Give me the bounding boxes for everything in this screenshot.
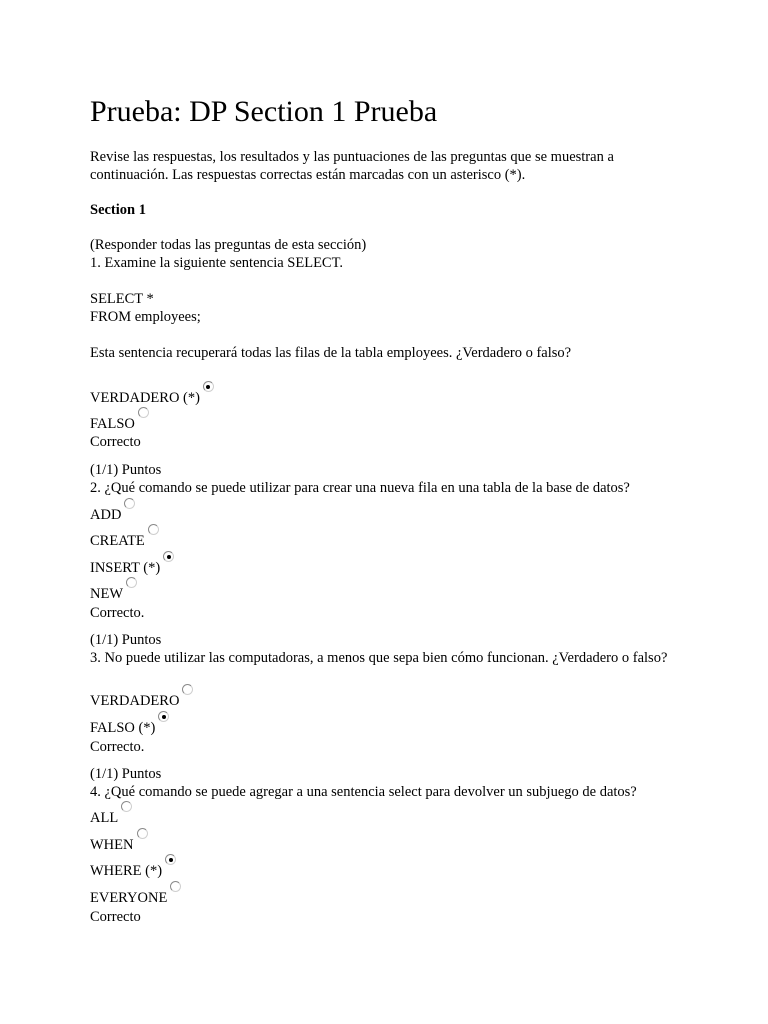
question-2-option-3 xyxy=(90,559,174,577)
question-2-option-1 xyxy=(90,506,135,524)
option-label: NEW xyxy=(90,586,124,602)
radio-selected-icon[interactable] xyxy=(165,854,176,865)
question-4-prompt: 4. ¿Qué comando se puede agregar a una sentencia select para devolver un subjuego de datos? xyxy=(90,784,637,800)
radio-unselected-icon[interactable] xyxy=(121,801,132,812)
radio-unselected-icon[interactable] xyxy=(148,524,159,535)
intro-text: Revise las respuestas, los resultados y las puntuaciones de las preguntas que se muestran a continuación. Las respuestas correctas están marcadas con un asterisco (*). xyxy=(90,149,614,183)
question-1-code-line-2: FROM employees; xyxy=(90,309,201,325)
question-4-option-3 xyxy=(90,862,176,880)
option-label: CREATE xyxy=(90,533,145,549)
option-label: FALSO xyxy=(90,416,135,432)
question-3-score: (1/1) Puntos xyxy=(90,766,162,782)
question-4-option-2 xyxy=(90,836,148,854)
radio-selected-icon[interactable] xyxy=(158,711,169,722)
radio-unselected-icon[interactable] xyxy=(170,881,181,892)
option-label: ADD xyxy=(90,507,122,523)
question-1-prompt: 1. Examine la siguiente sentencia SELECT. xyxy=(90,255,344,271)
radio-selected-icon[interactable] xyxy=(203,381,214,392)
question-1-feedback: Correcto xyxy=(90,434,141,450)
option-label: VERDADERO xyxy=(90,693,180,709)
question-3-option-2 xyxy=(90,719,169,737)
option-label: VERDADERO (*) xyxy=(90,390,200,406)
question-2-feedback: Correcto. xyxy=(90,605,145,621)
option-label: WHERE (*) xyxy=(90,863,163,879)
radio-unselected-icon[interactable] xyxy=(137,828,148,839)
radio-unselected-icon[interactable] xyxy=(126,577,137,588)
question-4-option-4 xyxy=(90,889,181,907)
question-3-option-1 xyxy=(90,692,193,710)
question-2-score: (1/1) Puntos xyxy=(90,632,162,648)
section-heading: Section 1 xyxy=(90,202,146,218)
question-1-followup: Esta sentencia recuperará todas las filas de la tabla employees. ¿Verdadero o falso? xyxy=(90,345,572,361)
radio-unselected-icon[interactable] xyxy=(124,498,135,509)
question-3-prompt: 3. No puede utilizar las computadoras, a menos que sepa bien cómo funcionan. ¿Verdadero o falso? xyxy=(90,650,668,666)
question-1-option-1 xyxy=(90,389,214,407)
question-2-prompt: 2. ¿Qué comando se puede utilizar para crear una nueva fila en una tabla de la base de datos? xyxy=(90,480,630,496)
question-1-score: (1/1) Puntos xyxy=(90,462,162,478)
radio-unselected-icon[interactable] xyxy=(182,684,193,695)
option-label: INSERT (*) xyxy=(90,560,161,576)
question-4-feedback: Correcto xyxy=(90,909,141,925)
question-1-code-line-1: SELECT * xyxy=(90,291,154,307)
option-label: ALL xyxy=(90,810,119,826)
radio-unselected-icon[interactable] xyxy=(138,407,149,418)
question-2-option-4 xyxy=(90,585,137,603)
radio-selected-icon[interactable] xyxy=(163,551,174,562)
question-2-option-2 xyxy=(90,532,159,550)
question-1-option-2 xyxy=(90,415,149,433)
question-3-feedback: Correcto. xyxy=(90,739,145,755)
option-label: WHEN xyxy=(90,837,134,853)
question-4-option-1 xyxy=(90,809,132,827)
section-instruction: (Responder todas las preguntas de esta sección) xyxy=(90,237,367,253)
option-label: EVERYONE xyxy=(90,890,168,906)
page-title: Prueba: DP Section 1 Prueba xyxy=(90,95,438,128)
option-label: FALSO (*) xyxy=(90,720,156,736)
